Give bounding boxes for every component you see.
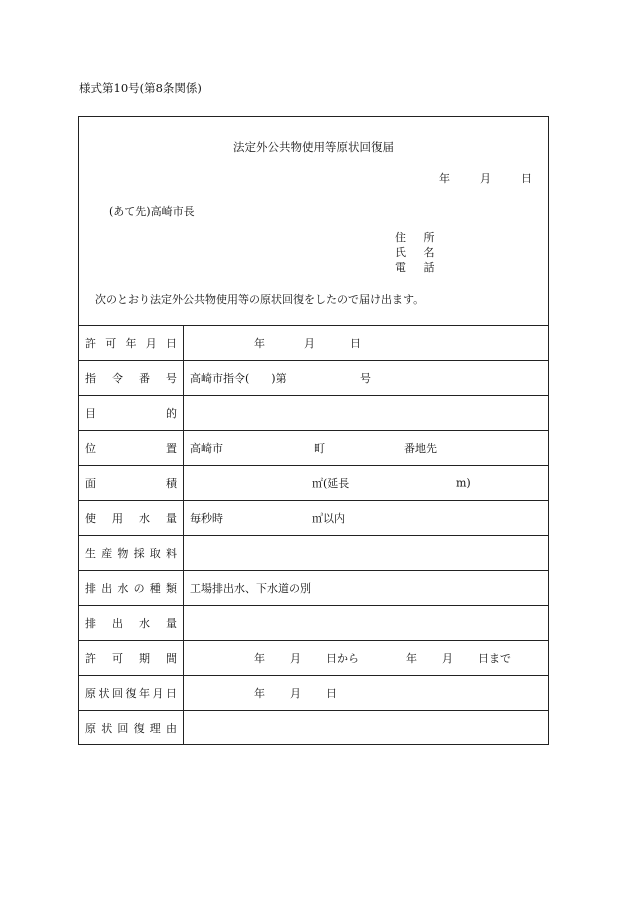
row-value-field[interactable] [184, 606, 549, 641]
row-value-text: 高崎市 [190, 442, 223, 455]
row-value-field[interactable] [184, 431, 549, 466]
form-row [79, 536, 548, 571]
row-value-text: 毎秒時 [190, 512, 223, 525]
row-value-text: 日まで [478, 652, 511, 665]
row-value-text: 年 [254, 652, 265, 665]
form-number: 様式第10号(第8条関係) [79, 81, 202, 95]
row-label [79, 466, 184, 501]
row-value-text: 年 [254, 337, 265, 350]
fields-table [79, 325, 548, 745]
row-label [79, 571, 184, 606]
row-value-field[interactable] [184, 571, 549, 606]
row-value-text: 月 [290, 687, 301, 700]
row-label [79, 711, 184, 746]
row-label-text: 排 出 水 量 [85, 617, 177, 630]
row-value-field[interactable] [184, 326, 549, 361]
row-value-field[interactable] [184, 536, 549, 571]
submission-date [439, 170, 532, 186]
row-value-text: 年 [406, 652, 417, 665]
applicant-phone-label: 電 話 [395, 261, 442, 274]
row-label-text: 面 積 [85, 477, 177, 490]
row-label-text: 目 的 [85, 407, 177, 420]
row-value-field[interactable] [184, 361, 549, 396]
form-row [79, 361, 548, 396]
form-row [79, 466, 548, 501]
row-label [79, 396, 184, 431]
addressee: (あて先)高崎市長 [109, 205, 195, 218]
row-label-text: 使 用 水 量 [85, 512, 177, 525]
form-row [79, 676, 548, 711]
row-label [79, 431, 184, 466]
row-value-field[interactable] [184, 676, 549, 711]
row-value-text: 月 [290, 652, 301, 665]
row-value-text: 日から [326, 652, 359, 665]
row-label [79, 326, 184, 361]
form-header [79, 117, 548, 326]
row-value-field[interactable] [184, 466, 549, 501]
row-label [79, 501, 184, 536]
date-day-label: 日 [521, 172, 532, 185]
row-value-text: 月 [304, 337, 315, 350]
row-label [79, 536, 184, 571]
form-row [79, 431, 548, 466]
row-label-text: 指 令 番 号 [85, 372, 177, 385]
row-label [79, 641, 184, 676]
applicant-block [395, 230, 442, 275]
form-row [79, 501, 548, 536]
form-row [79, 606, 548, 641]
row-label [79, 361, 184, 396]
declaration-text: 次のとおり法定外公共物使用等の原状回復をしたので届け出ます。 [95, 293, 425, 306]
form-row [79, 711, 548, 746]
row-value-field[interactable] [184, 501, 549, 536]
row-label [79, 606, 184, 641]
row-value-field[interactable] [184, 396, 549, 431]
date-month-label: 月 [480, 172, 491, 185]
applicant-address-label: 住 所 [395, 231, 442, 244]
row-value-text: 工場排出水、下水道の別 [190, 582, 311, 595]
row-label-text: 位 置 [85, 442, 177, 455]
row-value-text: 日 [350, 337, 361, 350]
document-title: 法定外公共物使用等原状回復届 [233, 140, 394, 154]
row-value-text: 年 [254, 687, 265, 700]
row-value-text: 高崎市指令( )第 [190, 372, 287, 385]
row-label-text: 原 状 回 復 年 月 日 [85, 687, 177, 700]
row-value-text: 月 [442, 652, 453, 665]
row-label-text: 原 状 回 復 理 由 [85, 722, 177, 735]
row-value-text: ㎥以内 [312, 512, 345, 525]
form-row [79, 326, 548, 361]
row-label-text: 生 産 物 採 取 料 [85, 547, 177, 560]
row-value-text: 日 [326, 687, 337, 700]
row-label [79, 676, 184, 711]
form-row [79, 396, 548, 431]
row-value-text: 号 [360, 372, 371, 385]
row-value-text: m) [456, 476, 471, 490]
applicant-name-label: 氏 名 [395, 246, 442, 259]
row-value-text: 番地先 [404, 442, 437, 455]
row-label-text: 排 出 水 の 種 類 [85, 582, 177, 595]
row-value-text: 町 [314, 442, 325, 455]
form-row [79, 641, 548, 676]
date-year-label: 年 [439, 172, 450, 185]
row-label-text: 許 可 年 月 日 [85, 337, 177, 350]
row-value-field[interactable] [184, 711, 549, 746]
form-row [79, 571, 548, 606]
row-label-text: 許 可 期 間 [85, 652, 177, 665]
form-frame [78, 116, 549, 745]
row-value-text: ㎡(延長 [312, 477, 350, 490]
row-value-field[interactable] [184, 641, 549, 676]
